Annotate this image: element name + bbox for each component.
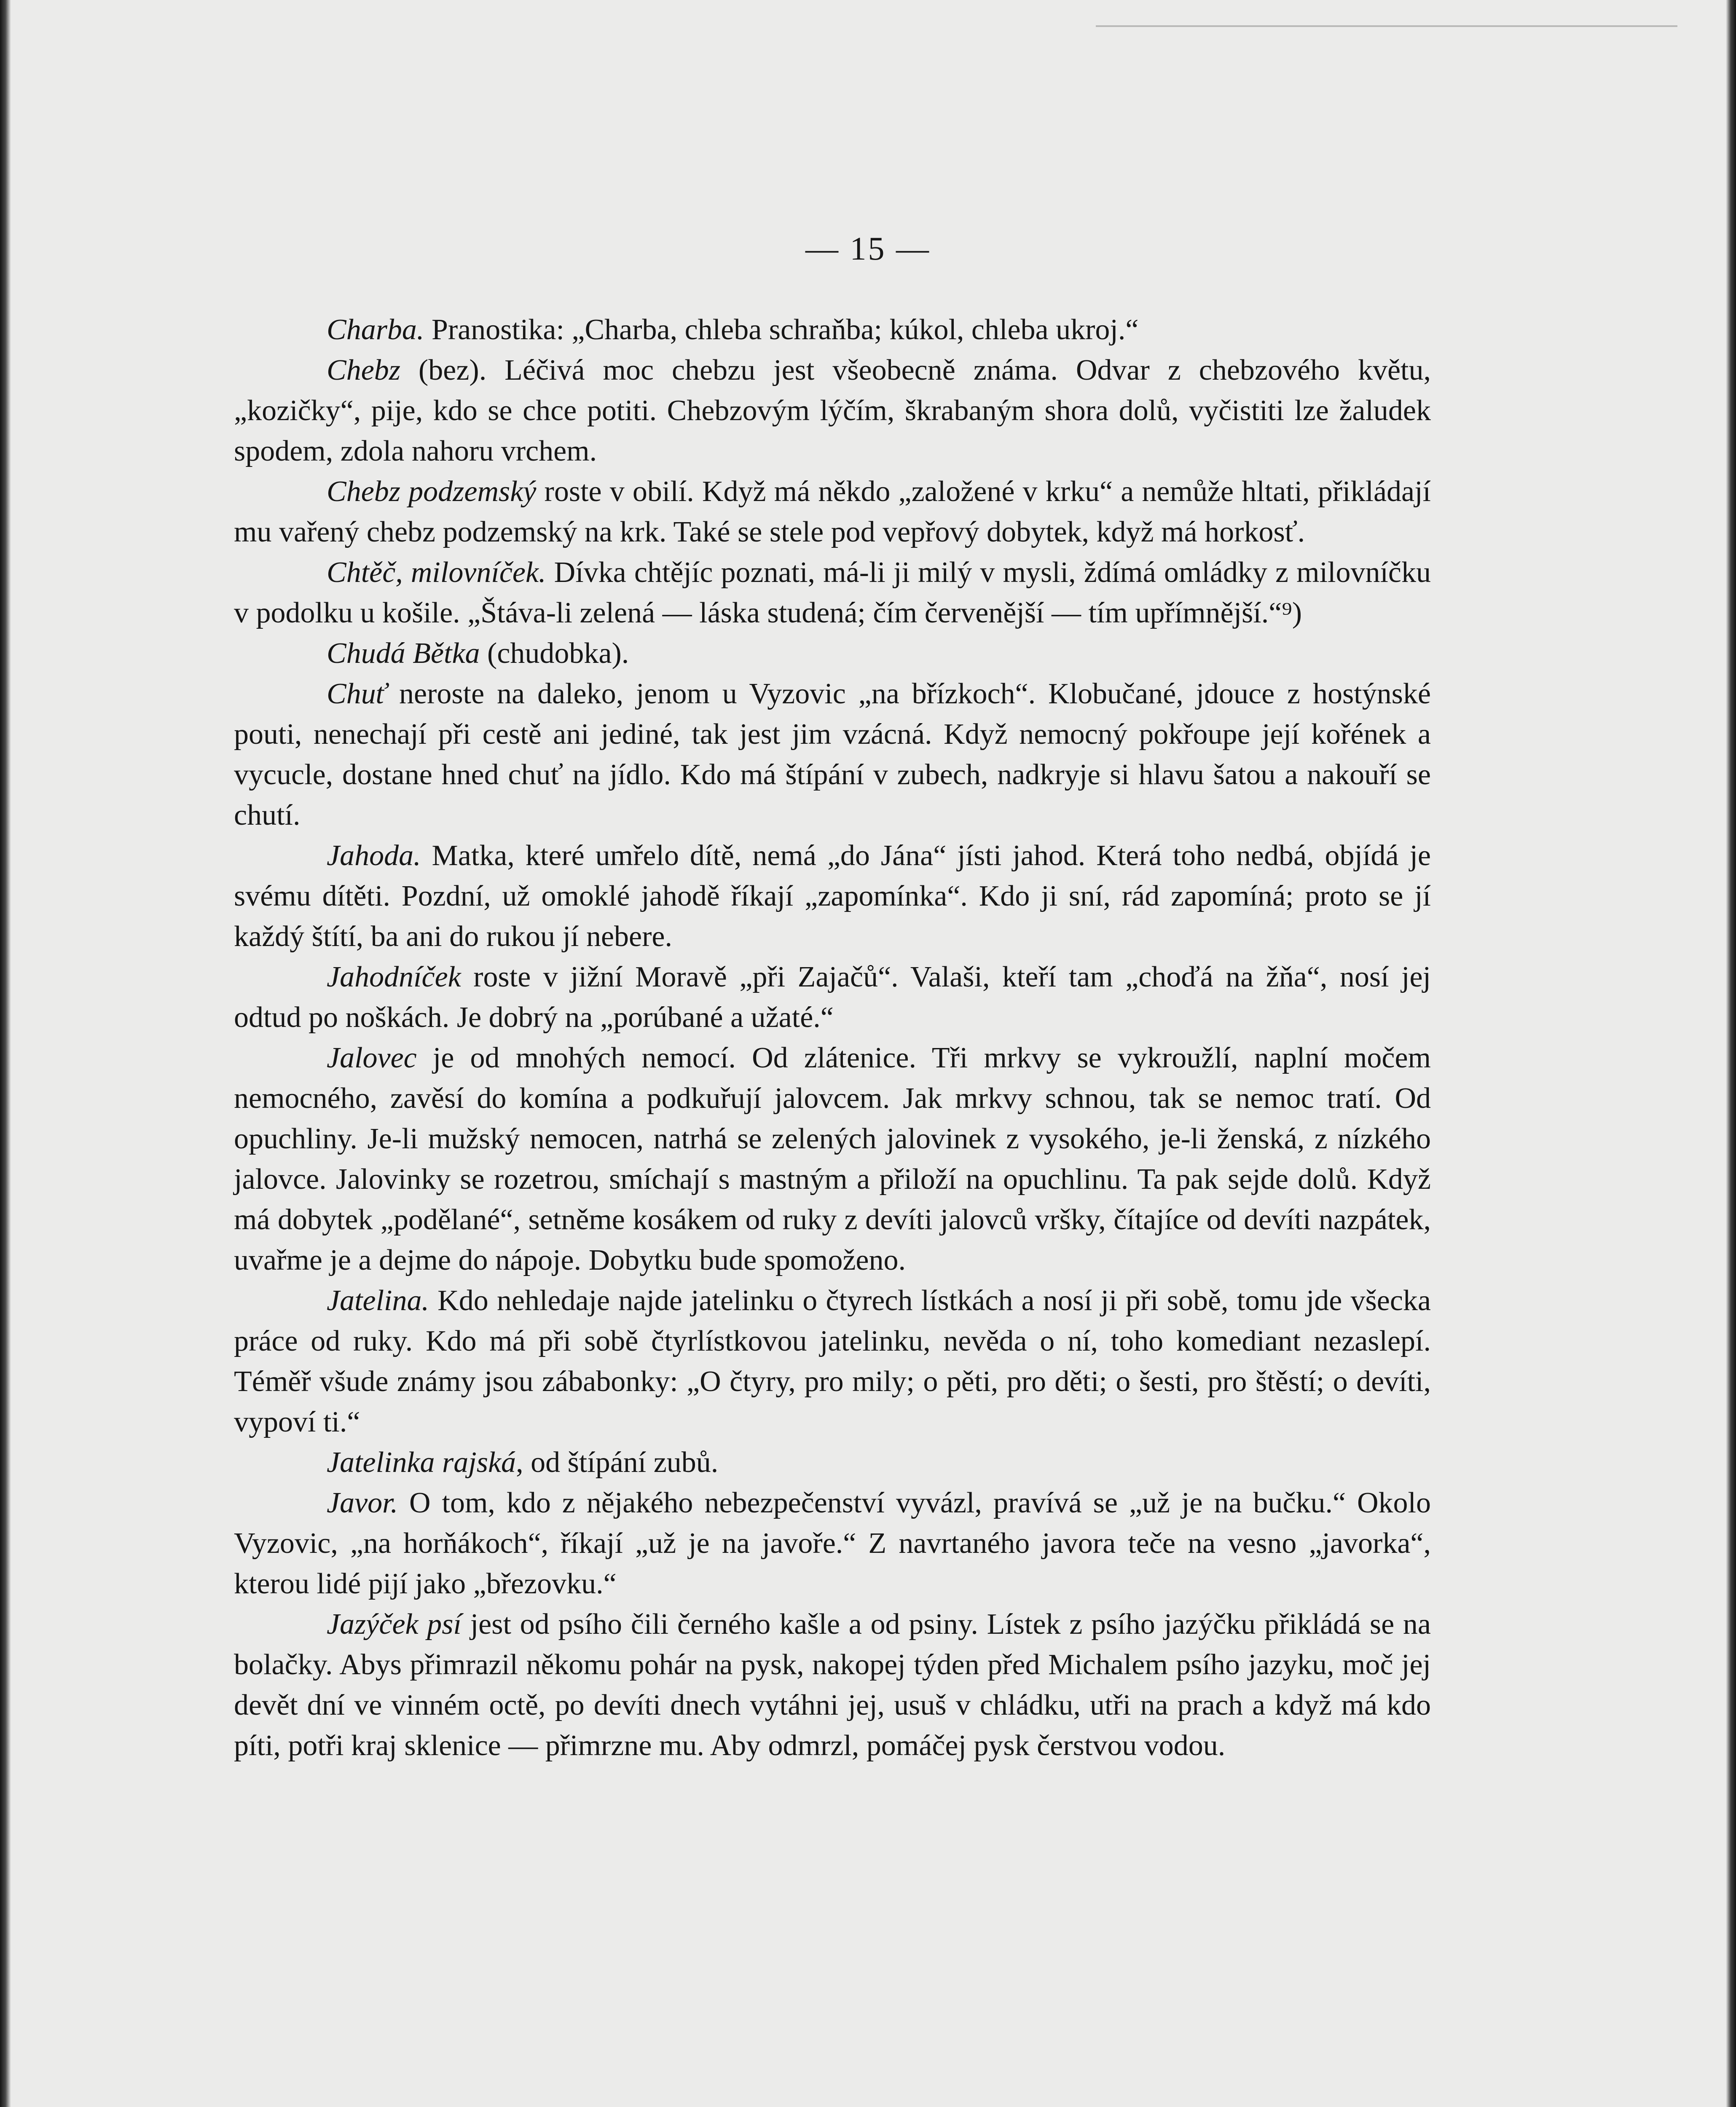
entry-chut — [234, 674, 1431, 836]
page-right-edge — [1726, 0, 1736, 2107]
entry-term: Chtěč, milovníček. — [327, 556, 546, 589]
page-left-edge — [0, 0, 11, 2107]
entry-term: Chebz podzemský — [327, 475, 537, 508]
entry-term: Chebz — [327, 354, 400, 386]
entry-text: je od mnohých nemocí. Od zlátenice. Tři mrkvy se vykroužlí, naplní močem nemocného, zavěsí do komína a podkuřují jalovcem. Jak mrkvy schnou, tak se nemoc tratí. Od opuchliny. Je-li mužský nemocen, natrhá se zelených jalovinek z vysokého, je-li ženská, z nízkého jalovce. Jalovinky se rozetrou, smíchají s mastným a přiloží na opuchlinu. Ta pak sejde dolů. Když má dobytek „podělané“, setněme kosákem od ruky z devíti jalovců vršky, čítajíce od devíti nazpátek, uvařme je a dejme do nápoje. Dobytku bude spomoženo. — [234, 1042, 1431, 1276]
entry-text: O tom, kdo z nějakého nebezpečenství vyvázl, pravívá se „už je na bučku.“ Okolo Vyzovic, „na horňákoch“, říkají „už je na javoře.“ Z navrtaného javora teče na vesno „javorka“, kterou lidé pijí jako „březovku.“ — [234, 1487, 1431, 1600]
entry-text: (chudobka). — [480, 637, 629, 670]
entry-term: Jatelina. — [327, 1284, 429, 1317]
entry-term: Charba. — [327, 314, 424, 346]
entry-text: roste v jižní Moravě „při Zajačů“. Valaši, kteří tam „choďá na žňa“, nosí jej odtud po noškách. Je dobrý na „porúbané a užaté.“ — [234, 961, 1431, 1034]
entry-text: Matka, které umřelo dítě, nemá „do Jána“ jísti jahod. Která toho nedbá, objídá je svému dítěti. Pozdní, už omoklé jahodě říkají „zapomínka“. Kdo ji sní, rád zapomíná; proto se jí každý štítí, ba ani do rukou jí nebere. — [234, 839, 1431, 953]
entry-term: Javor. — [327, 1487, 398, 1519]
entry-text: jest od psího čili černého kašle a od psiny. Lístek z psího jazýčku přikládá se na bolačky. Abys přimrazil někomu pohár na pysk, nakopej týden před Michalem psího jazyku, moč jej devět dní ve vinném octě, po devíti dnech vytáhni jej, usuš v chládku, utři na prach a když má kdo píti, potři kraj sklenice — přimrzne mu. Aby odmrzl, pomáčej pysk čerstvou vodou. — [234, 1608, 1431, 1762]
main-text — [234, 310, 1431, 1766]
entry-term: Jazýček psí — [327, 1608, 462, 1641]
entry-text: , od štípání zubů. — [516, 1446, 719, 1479]
entry-term: Jahodníček — [327, 961, 461, 993]
entry-javor — [234, 1483, 1431, 1604]
entry-text: neroste na daleko, jenom u Vyzovic „na břízkoch“. Klobučané, jdouce z hostýnské pouti, nenechají při cestě ani jediné, tak jest jim vzácná. Když nemocný pokřoupe její kořének a vycucle, dostane hned chuť na jídlo. Kdo má štípání v zubech, nadkryje si hlavu šatou a nakouří se chutí. — [234, 678, 1431, 831]
entry-jazycek-psi — [234, 1604, 1431, 1766]
entry-jalovec — [234, 1038, 1431, 1281]
entry-jahoda — [234, 836, 1431, 957]
entry-text: Dívka chtějíc poznati, má-li ji milý v mysli, ždímá omládky z milovníčku v podolku u košile. „Štáva-li zelená — láska studená; čím červenější — tím upřímnější.“⁹) — [234, 556, 1431, 629]
entry-text: (bez). Léčivá moc chebzu jest všeobecně známa. Odvar z chebzového květu, „kozičky“, pije, kdo se chce potiti. Chebzovým lýčím, škrabaným shora dolů, vyčistiti lze žaludek spodem, zdola nahoru vrchem. — [234, 354, 1431, 467]
entry-term: Chuť — [327, 678, 387, 710]
entry-chuda-betka — [234, 633, 1431, 674]
entry-chebz-podzemsky — [234, 472, 1431, 552]
top-edge-mark — [1096, 0, 1677, 27]
entry-text: roste v obilí. Když má někdo „založené v krku“ a nemůže hltati, přikládají mu vařený chebz podzemský na krk. Také se stele pod vepřový dobytek, když má horkosť. — [234, 475, 1431, 548]
entry-term: Jahoda. — [327, 839, 421, 872]
page-number: — 15 — — [805, 230, 931, 267]
entry-charba — [234, 310, 1431, 350]
entry-jatelinka-rajska — [234, 1442, 1431, 1483]
entry-term: Jatelinka rajská — [327, 1446, 516, 1479]
entry-chtec — [234, 552, 1431, 633]
entry-text: Pranostika: „Charba, chleba schraňba; kúkol, chleba ukroj.“ — [424, 314, 1139, 346]
entry-jahodnicek — [234, 957, 1431, 1038]
entry-term: Jalovec — [327, 1042, 417, 1074]
entry-term: Chudá Bětka — [327, 637, 480, 670]
entry-jatelina — [234, 1281, 1431, 1442]
entry-chebz — [234, 350, 1431, 472]
entry-text: Kdo nehledaje najde jatelinku o čtyrech lístkách a nosí ji při sobě, tomu jde všecka práce od ruky. Kdo má při sobě čtyrlístkovou jatelinku, nevěda o ní, toho komediant nezaslepí. Téměř všude známy jsou zábabonky: „O čtyry, pro mily; o pěti, pro děti; o šesti, pro štěstí; o devíti, vypoví ti.“ — [234, 1284, 1431, 1438]
